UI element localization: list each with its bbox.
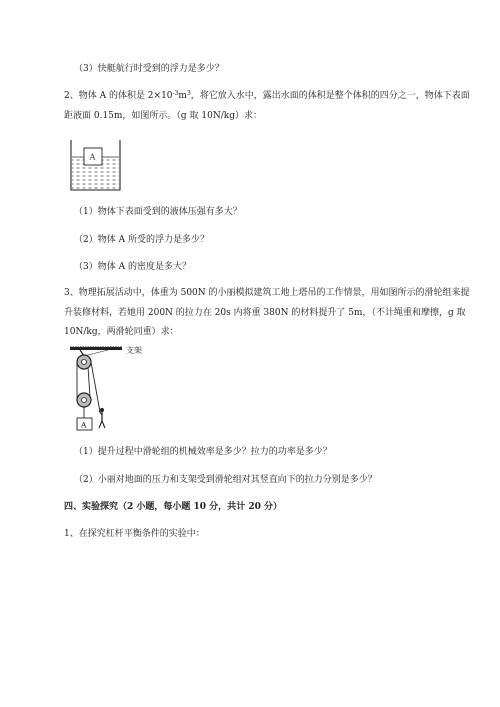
problem-2-line1 xyxy=(64,90,470,102)
problem-2-line1-a: 2、物体 A 的体积是 2×10 xyxy=(64,91,173,101)
support-label: 支架 xyxy=(126,346,142,355)
problem-2-line2: 距液面 0.15m，如图所示。（g 取 10N/kg）求： xyxy=(64,111,262,121)
exponent-neg3: -3 xyxy=(172,90,179,97)
q1-part3: （3）快艇航行时受到的浮力是多少？ xyxy=(74,64,224,74)
problem-2-line1-c: ，将它放入水中，露出水面的体积是整个体积的四分之一，物体下表面 xyxy=(190,91,470,101)
problem-3-q2: （2）小丽对地面的压力和支架受到滑轮组对其竖直向下的拉力分别是多少？ xyxy=(74,475,377,485)
problem-4-1: 1、在探究杠杆平衡条件的实验中： xyxy=(64,529,205,539)
person-head xyxy=(100,408,104,412)
problem-2-q2: （2）物体 A 所受的浮力是多少？ xyxy=(74,235,209,245)
beaker-figure xyxy=(70,138,122,192)
load-block-label: A xyxy=(81,420,87,430)
pulley-figure xyxy=(64,340,148,432)
block-a-label: A xyxy=(89,152,96,162)
exponent-3: 3 xyxy=(186,90,191,97)
section-4-heading: 四、实验探究（2 小题，每小题 10 分，共计 20 分） xyxy=(64,502,282,512)
problem-3-line2: 升装修材料，若她用 200N 的拉力在 20s 内将重 380N 的材料提升了 5m，（不计绳重和摩擦，g 取 xyxy=(64,308,466,318)
problem-3-line3: 10N/kg，两滑轮同重）求： xyxy=(64,327,179,337)
problem-3-line1: 3、物理拓展活动中，体重为 500N 的小丽模拟建筑工地上塔吊的工作情景，用如图所示的滑轮组来提 xyxy=(64,288,470,298)
problem-3-q1: （1）提升过程中滑轮组的机械效率是多少？拉力的功率是多少？ xyxy=(74,447,332,457)
problem-2-unit: m xyxy=(178,91,187,101)
problem-2-q1: （1）物体下表面受到的液体压强有多大？ xyxy=(74,207,242,217)
problem-2-q3: （3）物体 A 的密度是多大？ xyxy=(74,262,191,272)
